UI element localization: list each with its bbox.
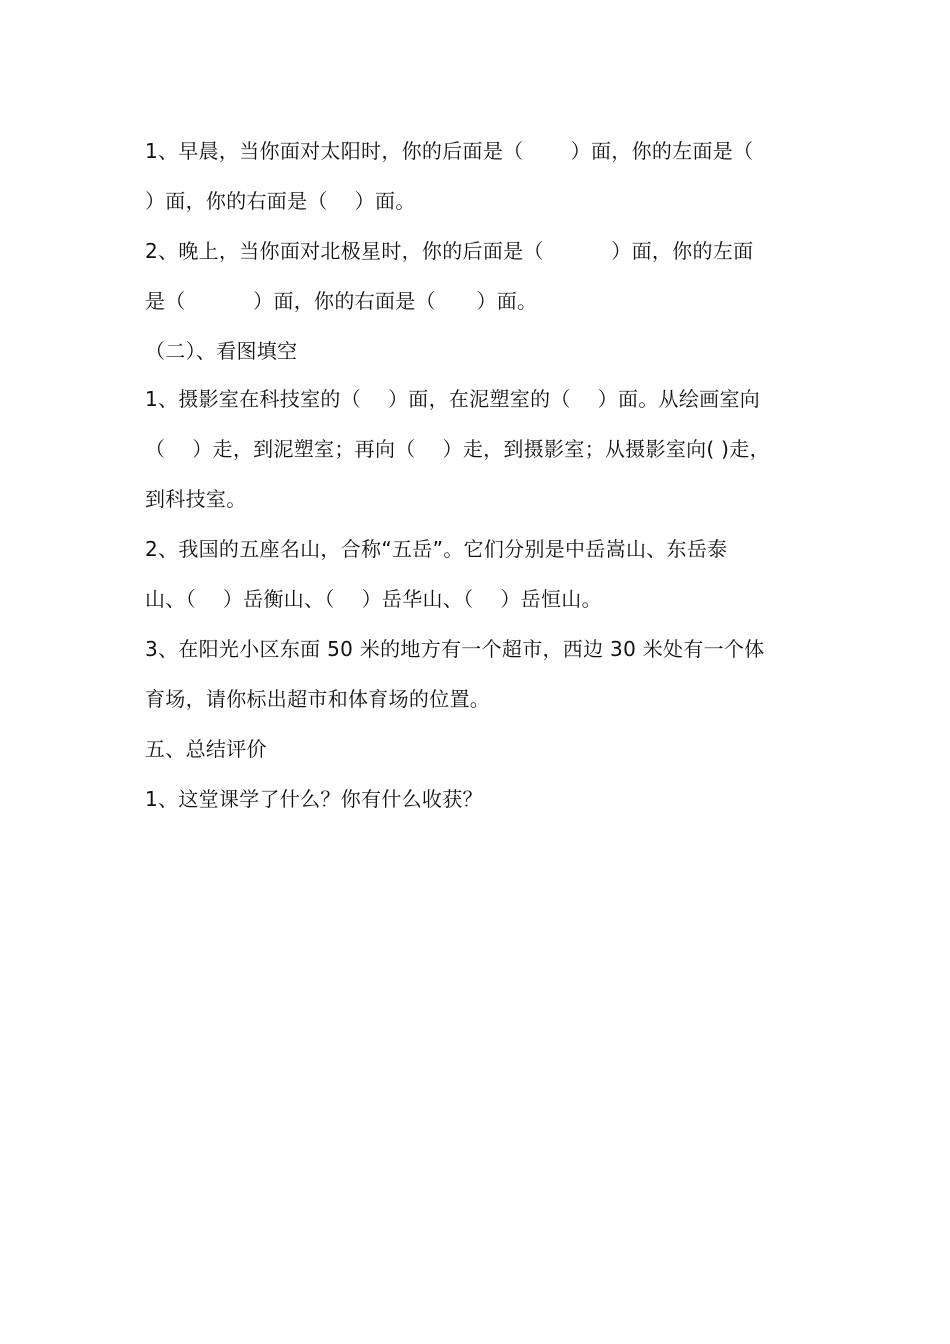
picture-question-1-line-1: 1、摄影室在科技室的（ ）面，在泥塑室的（ ）面。从绘画室向 — [145, 387, 761, 411]
picture-question-1-line-3: 到科技室。 — [145, 487, 247, 511]
question-2-evening-line-1: 2、晚上，当你面对北极星时，你的后面是（ ）面，你的左面 — [145, 239, 754, 263]
question-2-evening-line-2: 是（ ）面，你的右面是（ ）面。 — [145, 289, 538, 313]
question-1-morning-line-2: ）面，你的右面是（ ）面。 — [145, 189, 416, 213]
section-heading-summary: 五、总结评价 — [145, 737, 267, 761]
picture-question-2-line-2: 山、（ ）岳衡山、（ ）岳华山、（ ）岳恒山。 — [145, 587, 602, 611]
question-1-morning-line-1: 1、早晨，当你面对太阳时，你的后面是（ ）面，你的左面是（ — [145, 139, 754, 163]
picture-question-1-line-2: （ ）走，到泥塑室；再向（ ）走，到摄影室；从摄影室向( )走， — [145, 437, 770, 461]
picture-question-3-line-1: 3、在阳光小区东面 50 米的地方有一个超市，西边 30 米处有一个体 — [145, 637, 765, 661]
section-heading-fill-in-by-picture: （二）、看图填空 — [145, 339, 298, 363]
picture-question-3-line-2: 育场，请你标出超市和体育场的位置。 — [145, 687, 491, 711]
summary-question-1: 1、这堂课学了什么？你有什么收获？ — [145, 787, 483, 811]
picture-question-2-line-1: 2、我国的五座名山，合称“五岳”。它们分别是中岳嵩山、东岳泰 — [145, 537, 728, 561]
